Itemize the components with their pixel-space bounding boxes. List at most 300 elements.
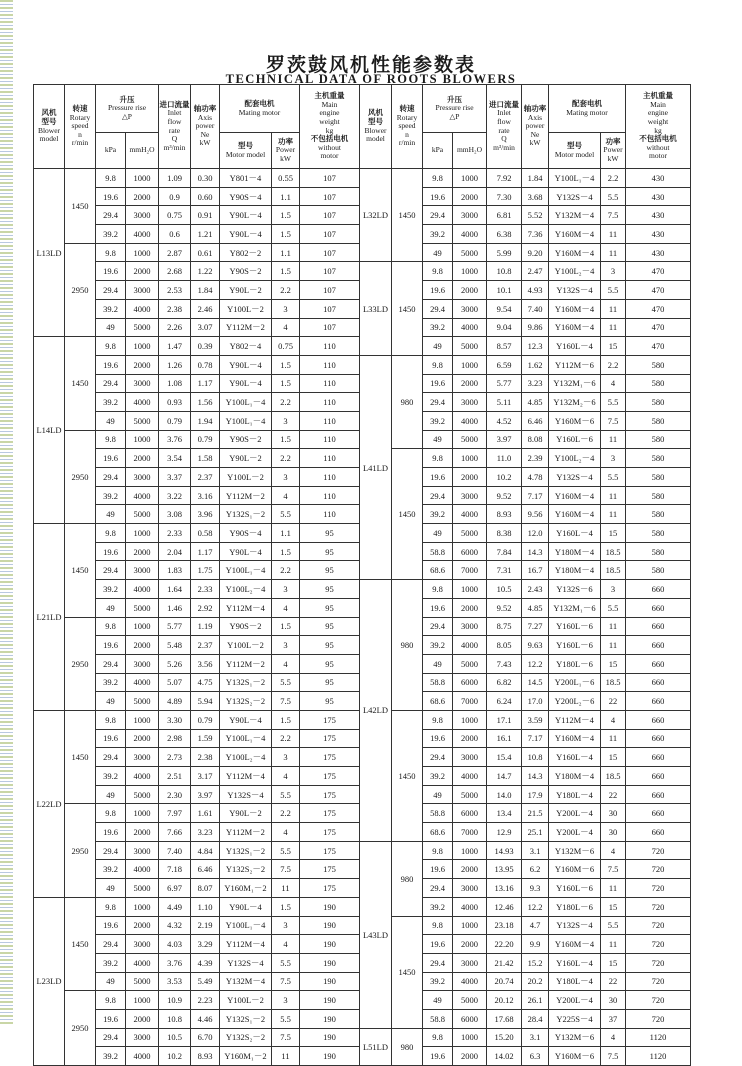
pressure-mmh2o-cell: 5000 [453,991,487,1010]
inlet-flow-cell: 6.81 [487,206,522,225]
pressure-mmh2o-cell: 4000 [126,860,159,879]
axis-power-cell: 6.2 [522,860,549,879]
motor-model-cell: Y132S₂－2 [220,1028,272,1047]
axis-power-cell: 3.29 [191,935,220,954]
main-weight-cell: 95 [300,524,360,543]
axis-power-cell: 9.63 [522,636,549,655]
pressure-kpa-cell: 19.6 [96,636,126,655]
axis-power-cell: 15.2 [522,953,549,972]
rotary-speed-cell: 2950 [65,430,96,523]
main-weight-cell: 110 [300,486,360,505]
axis-power-cell: 12.3 [522,337,549,356]
pressure-kpa-cell: 29.4 [423,486,453,505]
axis-power-cell: 1.56 [191,393,220,412]
pressure-kpa-cell: 39.2 [423,505,453,524]
axis-power-cell: 20.2 [522,972,549,991]
axis-power-cell: 3.17 [191,767,220,786]
inlet-flow-cell: 1.47 [159,337,191,356]
axis-power-cell: 6.46 [191,860,220,879]
pressure-kpa-cell: 9.8 [96,710,126,729]
axis-power-cell: 2.92 [191,598,220,617]
main-weight-cell: 660 [626,823,691,842]
right-data-table [359,84,691,1066]
axis-power-cell: 2.23 [191,991,220,1010]
motor-model-cell: Y802－4 [220,337,272,356]
table-row [34,804,360,823]
motor-power-cell: 1.5 [272,710,300,729]
motor-power-cell: 2.2 [272,281,300,300]
inlet-flow-cell: 8.93 [487,505,522,524]
inlet-flow-cell: 4.03 [159,935,191,954]
pressure-kpa-cell: 9.8 [423,1028,453,1047]
pressure-kpa-cell: 19.6 [423,860,453,879]
motor-model-cell: Y160M－4 [549,225,601,244]
axis-power-cell: 0.30 [191,169,220,188]
pressure-kpa-cell: 9.8 [96,243,126,262]
pressure-kpa-cell: 29.4 [96,206,126,225]
axis-power-cell: 3.07 [191,318,220,337]
pressure-kpa-cell: 29.4 [96,281,126,300]
table-row [34,337,360,356]
motor-model-cell: Y90S－4 [220,524,272,543]
inlet-flow-cell: 2.68 [159,262,191,281]
pressure-mmh2o-cell: 7000 [453,561,487,580]
axis-power-cell: 0.91 [191,206,220,225]
main-weight-cell: 110 [300,393,360,412]
main-weight-cell: 95 [300,692,360,711]
axis-power-cell: 5.49 [191,972,220,991]
pressure-mmh2o-cell: 5000 [126,785,159,804]
axis-power-cell: 21.5 [522,804,549,823]
motor-power-cell: 7.5 [601,1047,626,1066]
motor-model-cell: Y90S－2 [220,262,272,281]
pressure-kpa-cell: 9.8 [423,262,453,281]
inlet-flow-cell: 5.26 [159,654,191,673]
inlet-flow-cell: 3.30 [159,710,191,729]
inlet-flow-cell: 12.9 [487,823,522,842]
main-weight-cell: 720 [626,991,691,1010]
motor-power-cell: 3 [272,991,300,1010]
rotary-speed-cell: 980 [392,355,423,448]
pressure-kpa-cell: 19.6 [423,281,453,300]
main-weight-cell: 660 [626,598,691,617]
pressure-kpa-cell: 19.6 [96,542,126,561]
inlet-flow-cell: 8.38 [487,524,522,543]
table-row [34,991,360,1010]
pressure-kpa-cell: 9.8 [423,169,453,188]
motor-power-cell: 7.5 [272,692,300,711]
pressure-mmh2o-cell: 6000 [453,542,487,561]
main-weight-cell: 95 [300,580,360,599]
main-weight-cell: 660 [626,654,691,673]
inlet-flow-cell: 17.1 [487,710,522,729]
main-weight-cell: 107 [300,225,360,244]
axis-power-cell: 1.75 [191,561,220,580]
pressure-mmh2o-cell: 4000 [126,1047,159,1066]
table-row [360,580,691,599]
motor-model-cell: Y180L－4 [549,785,601,804]
inlet-flow-cell: 5.48 [159,636,191,655]
inlet-flow-cell: 1.09 [159,169,191,188]
pressure-kpa-cell: 29.4 [96,654,126,673]
pressure-kpa-cell: 68.6 [423,561,453,580]
pressure-kpa-cell: 9.8 [96,337,126,356]
main-weight-cell: 720 [626,972,691,991]
pressure-mmh2o-cell: 6000 [453,1009,487,1028]
pressure-mmh2o-cell: 1000 [126,991,159,1010]
motor-power-cell: 11 [601,486,626,505]
inlet-flow-cell: 20.12 [487,991,522,1010]
pressure-kpa-cell: 19.6 [96,449,126,468]
table-row [360,169,691,188]
main-weight-cell: 720 [626,916,691,935]
header-motor-power: 功率 Power kW [272,133,300,169]
motor-power-cell: 1.5 [272,262,300,281]
axis-power-cell: 2.38 [191,748,220,767]
motor-model-cell: Y90L－4 [220,374,272,393]
pressure-mmh2o-cell: 2000 [126,636,159,655]
table-row [34,710,360,729]
axis-power-cell: 26.1 [522,991,549,1010]
main-weight-cell: 95 [300,598,360,617]
pressure-mmh2o-cell: 3000 [453,617,487,636]
motor-power-cell: 11 [272,1047,300,1066]
main-weight-cell: 190 [300,916,360,935]
inlet-flow-cell: 2.73 [159,748,191,767]
main-weight-cell: 580 [626,505,691,524]
axis-power-cell: 28.4 [522,1009,549,1028]
pressure-mmh2o-cell: 4000 [126,225,159,244]
header-axis-power: 轴功率 Axis power Ne kW [522,85,549,169]
axis-power-cell: 1.84 [522,169,549,188]
inlet-flow-cell: 3.76 [159,430,191,449]
inlet-flow-cell: 4.52 [487,411,522,430]
motor-model-cell: Y132M－6 [549,841,601,860]
motor-model-cell: Y802－2 [220,243,272,262]
main-weight-cell: 720 [626,879,691,898]
inlet-flow-cell: 9.54 [487,299,522,318]
pressure-mmh2o-cell: 2000 [453,935,487,954]
motor-model-cell: Y160L－4 [549,524,601,543]
inlet-flow-cell: 13.95 [487,860,522,879]
motor-model-cell: Y112M－4 [220,767,272,786]
inlet-flow-cell: 3.22 [159,486,191,505]
pressure-kpa-cell: 39.2 [96,486,126,505]
axis-power-cell: 6.3 [522,1047,549,1066]
motor-power-cell: 3 [272,916,300,935]
inlet-flow-cell: 6.59 [487,355,522,374]
motor-power-cell: 11 [601,935,626,954]
main-weight-cell: 660 [626,580,691,599]
pressure-kpa-cell: 9.8 [96,804,126,823]
motor-power-cell: 3 [272,580,300,599]
pressure-kpa-cell: 29.4 [423,748,453,767]
motor-power-cell: 5.5 [272,841,300,860]
main-weight-cell: 720 [626,953,691,972]
motor-power-cell: 5.5 [272,1009,300,1028]
pressure-mmh2o-cell: 1000 [453,580,487,599]
motor-power-cell: 11 [601,729,626,748]
motor-model-cell: Y132S₂－2 [220,860,272,879]
axis-power-cell: 14.3 [522,767,549,786]
pressure-kpa-cell: 39.2 [96,225,126,244]
rotary-speed-cell: 1450 [392,169,423,262]
inlet-flow-cell: 15.4 [487,748,522,767]
inlet-flow-cell: 0.79 [159,411,191,430]
axis-power-cell: 2.33 [191,580,220,599]
axis-power-cell: 8.93 [191,1047,220,1066]
axis-power-cell: 9.86 [522,318,549,337]
table-row [360,449,691,468]
pressure-kpa-cell: 49 [96,879,126,898]
motor-model-cell: Y112M－4 [220,935,272,954]
main-weight-cell: 175 [300,860,360,879]
main-weight-cell: 110 [300,337,360,356]
axis-power-cell: 6.46 [522,411,549,430]
pressure-kpa-cell: 68.6 [423,823,453,842]
motor-model-cell: Y132S₁－2 [220,841,272,860]
axis-power-cell: 4.7 [522,916,549,935]
inlet-flow-cell: 2.98 [159,729,191,748]
motor-model-cell: Y90L－4 [220,710,272,729]
motor-power-cell: 1.5 [272,897,300,916]
pressure-mmh2o-cell: 5000 [126,692,159,711]
inlet-flow-cell: 7.18 [159,860,191,879]
blower-model-cell: L23LD [34,897,65,1065]
main-weight-cell: 1120 [626,1028,691,1047]
pressure-mmh2o-cell: 3000 [126,841,159,860]
pressure-mmh2o-cell: 3000 [126,561,159,580]
motor-model-cell: Y132M₁－6 [549,374,601,393]
inlet-flow-cell: 17.68 [487,1009,522,1028]
main-weight-cell: 660 [626,785,691,804]
header-weight: 主机重量 Main engine weight kg 不包括电机 without motor [626,85,691,169]
pressure-kpa-cell: 49 [423,524,453,543]
main-weight-cell: 107 [300,243,360,262]
rotary-speed-cell: 2950 [65,804,96,897]
motor-model-cell: Y132S－4 [220,785,272,804]
table-row [360,710,691,729]
main-weight-cell: 110 [300,374,360,393]
motor-model-cell: Y160L－6 [549,430,601,449]
main-weight-cell: 660 [626,617,691,636]
table-row [360,355,691,374]
pressure-kpa-cell: 29.4 [96,1028,126,1047]
motor-model-cell: Y225S－4 [549,1009,601,1028]
pressure-mmh2o-cell: 4000 [453,411,487,430]
pressure-kpa-cell: 19.6 [423,374,453,393]
motor-power-cell: 5.5 [601,281,626,300]
inlet-flow-cell: 10.8 [487,262,522,281]
motor-model-cell: Y160L－6 [549,617,601,636]
pressure-kpa-cell: 9.8 [96,991,126,1010]
motor-power-cell: 3 [272,636,300,655]
pressure-kpa-cell: 39.2 [96,767,126,786]
motor-power-cell: 5.5 [272,673,300,692]
axis-power-cell: 2.39 [522,449,549,468]
motor-power-cell: 11 [272,879,300,898]
motor-power-cell: 11 [601,243,626,262]
axis-power-cell: 0.78 [191,355,220,374]
pressure-kpa-cell: 39.2 [423,767,453,786]
motor-model-cell: Y160L－6 [549,636,601,655]
motor-power-cell: 3 [272,468,300,487]
blower-model-cell: L33LD [360,262,392,355]
pressure-kpa-cell: 19.6 [96,262,126,281]
inlet-flow-cell: 7.84 [487,542,522,561]
axis-power-cell: 0.61 [191,243,220,262]
motor-model-cell: Y132S－6 [549,580,601,599]
motor-power-cell: 4 [272,935,300,954]
inlet-flow-cell: 7.30 [487,187,522,206]
motor-power-cell: 30 [601,804,626,823]
main-weight-cell: 175 [300,785,360,804]
table-row [34,243,360,262]
motor-power-cell: 3 [601,262,626,281]
rotary-speed-cell: 1450 [392,916,423,1028]
header-pressure: 升压 Pressure rise △P [96,85,159,133]
motor-model-cell: Y100L－2 [220,991,272,1010]
header-flow: 进口流量 Inlet flow rate Q m³/min [487,85,522,169]
main-weight-cell: 190 [300,991,360,1010]
header-speed: 转速 Rotary speed n r/min [65,85,96,169]
inlet-flow-cell: 4.49 [159,897,191,916]
motor-power-cell: 11 [601,318,626,337]
pressure-mmh2o-cell: 3000 [126,654,159,673]
main-weight-cell: 580 [626,374,691,393]
main-weight-cell: 107 [300,299,360,318]
motor-model-cell: Y180M－4 [549,561,601,580]
rotary-speed-cell: 980 [392,841,423,916]
inlet-flow-cell: 12.46 [487,897,522,916]
motor-power-cell: 5.5 [601,598,626,617]
main-weight-cell: 660 [626,710,691,729]
pressure-kpa-cell: 29.4 [423,206,453,225]
motor-power-cell: 1.5 [272,617,300,636]
table-row [34,524,360,543]
header-motor-model: 型号 Motor model [220,133,272,169]
blower-model-cell: L14LD [34,337,65,524]
motor-power-cell: 1.5 [272,542,300,561]
inlet-flow-cell: 3.08 [159,505,191,524]
inlet-flow-cell: 2.53 [159,281,191,300]
pressure-kpa-cell: 49 [423,654,453,673]
main-weight-cell: 95 [300,636,360,655]
inlet-flow-cell: 10.8 [159,1009,191,1028]
pressure-mmh2o-cell: 2000 [126,916,159,935]
axis-power-cell: 14.3 [522,542,549,561]
pressure-kpa-cell: 39.2 [96,1047,126,1066]
inlet-flow-cell: 3.76 [159,953,191,972]
pressure-kpa-cell: 9.8 [423,355,453,374]
motor-power-cell: 2.2 [272,561,300,580]
pressure-mmh2o-cell: 2000 [453,598,487,617]
motor-power-cell: 15 [601,897,626,916]
pressure-kpa-cell: 29.4 [96,748,126,767]
motor-model-cell: Y100L₁－4 [220,729,272,748]
motor-model-cell: Y90L－2 [220,281,272,300]
motor-model-cell: Y100L₂－4 [220,580,272,599]
inlet-flow-cell: 2.26 [159,318,191,337]
inlet-flow-cell: 14.93 [487,841,522,860]
inlet-flow-cell: 1.26 [159,355,191,374]
axis-power-cell: 3.59 [522,710,549,729]
axis-power-cell: 7.17 [522,486,549,505]
inlet-flow-cell: 20.74 [487,972,522,991]
inlet-flow-cell: 7.40 [159,841,191,860]
main-weight-cell: 110 [300,468,360,487]
left-table-header [34,85,360,169]
motor-model-cell: Y90L－4 [220,225,272,244]
motor-power-cell: 1.5 [272,206,300,225]
motor-model-cell: Y132S－4 [549,468,601,487]
pressure-mmh2o-cell: 3000 [453,299,487,318]
main-weight-cell: 580 [626,449,691,468]
pressure-mmh2o-cell: 3000 [126,935,159,954]
pressure-kpa-cell: 19.6 [96,729,126,748]
pressure-mmh2o-cell: 1000 [453,710,487,729]
inlet-flow-cell: 1.46 [159,598,191,617]
motor-model-cell: Y160M₁－2 [220,879,272,898]
motor-model-cell: Y132S₁－2 [220,505,272,524]
motor-power-cell: 4 [601,710,626,729]
pressure-mmh2o-cell: 1000 [126,243,159,262]
blower-model-cell: L51LD [360,1028,392,1065]
axis-power-cell: 14.5 [522,673,549,692]
pressure-mmh2o-cell: 6000 [453,673,487,692]
motor-model-cell: Y160L－6 [549,879,601,898]
inlet-flow-cell: 2.30 [159,785,191,804]
main-weight-cell: 175 [300,729,360,748]
inlet-flow-cell: 7.97 [159,804,191,823]
motor-power-cell: 15 [601,953,626,972]
main-weight-cell: 107 [300,169,360,188]
pressure-kpa-cell: 19.6 [96,187,126,206]
axis-power-cell: 3.16 [191,486,220,505]
motor-model-cell: Y160L－4 [549,337,601,356]
pressure-mmh2o-cell: 3000 [453,206,487,225]
motor-power-cell: 4 [272,598,300,617]
rotary-speed-cell: 1450 [65,897,96,990]
pressure-mmh2o-cell: 4000 [126,299,159,318]
motor-power-cell: 4 [272,654,300,673]
inlet-flow-cell: 9.52 [487,598,522,617]
header-kpa: kPa [423,133,453,169]
axis-power-cell: 4.85 [522,393,549,412]
inlet-flow-cell: 21.42 [487,953,522,972]
motor-model-cell: Y200L－4 [549,823,601,842]
main-weight-cell: 580 [626,542,691,561]
motor-power-cell: 1.1 [272,524,300,543]
pressure-mmh2o-cell: 3000 [453,486,487,505]
pressure-mmh2o-cell: 4000 [453,225,487,244]
main-weight-cell: 110 [300,355,360,374]
inlet-flow-cell: 0.9 [159,187,191,206]
axis-power-cell: 1.21 [191,225,220,244]
inlet-flow-cell: 13.16 [487,879,522,898]
pressure-kpa-cell: 19.6 [423,468,453,487]
motor-model-cell: Y200L₂－6 [549,692,601,711]
axis-power-cell: 3.56 [191,654,220,673]
inlet-flow-cell: 5.77 [487,374,522,393]
motor-power-cell: 2.2 [601,355,626,374]
axis-power-cell: 9.20 [522,243,549,262]
motor-power-cell: 0.75 [272,337,300,356]
axis-power-cell: 0.58 [191,524,220,543]
pressure-kpa-cell: 9.8 [423,580,453,599]
inlet-flow-cell: 5.77 [159,617,191,636]
motor-power-cell: 3 [272,411,300,430]
